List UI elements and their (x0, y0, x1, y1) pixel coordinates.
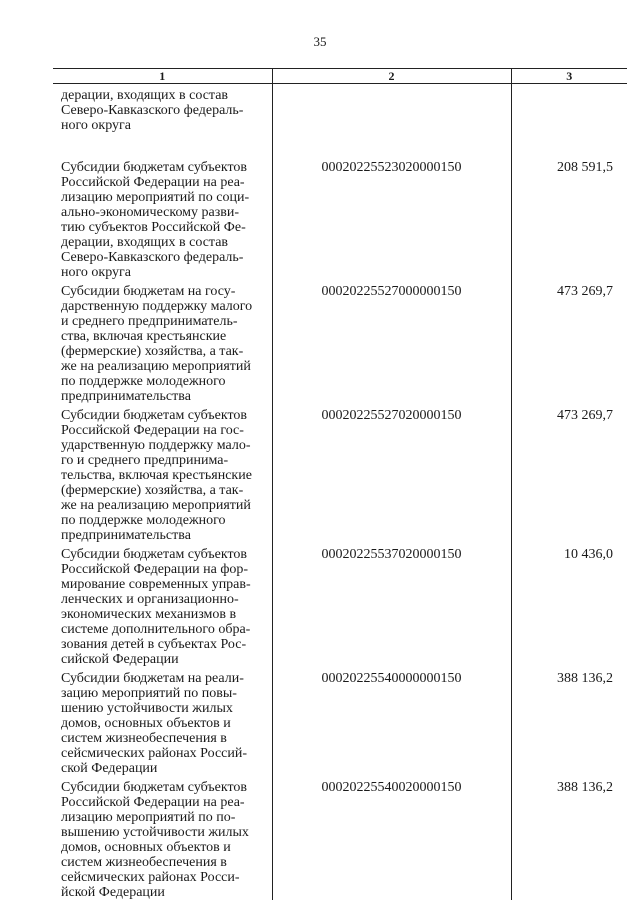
description-line: ударственную поддержку мало- (61, 438, 251, 453)
description-line: Российской Федерации на гос- (61, 423, 244, 438)
row-amount: 388 136,2 (511, 667, 627, 776)
table-row (53, 280, 627, 404)
description-line: дерации, входящих в состав (61, 235, 229, 250)
description-line: шению устойчивости жилых (61, 701, 233, 716)
table-row (53, 404, 627, 543)
description-line: Субсидии бюджетам на госу- (61, 284, 236, 299)
description-line: дерации, входящих в состав (61, 88, 229, 103)
table-body (53, 84, 627, 901)
description-line: домов, основных объектов и (61, 840, 231, 855)
description-line: тию субъектов Российской Фе- (61, 220, 246, 235)
description-line: экономических механизмов в (61, 607, 237, 622)
description-line: по поддержке молодежного (61, 374, 226, 389)
description-line: ленческих и организационно- (61, 592, 239, 607)
table-row (53, 84, 627, 157)
table-row (53, 543, 627, 667)
description-line: ного округа (61, 265, 131, 280)
description-line: сейсмических районах Росси- (61, 870, 240, 885)
description-line: и среднего предприниматель- (61, 314, 238, 329)
description-line: зования детей в субъектах Рос- (61, 637, 247, 652)
description-line: го и среднего предпринима- (61, 453, 229, 468)
row-code (272, 84, 511, 157)
description-line: зацию мероприятий по повы- (61, 686, 237, 701)
table-row (53, 776, 627, 900)
description-line: йской Федерации (61, 885, 165, 900)
description-line: Северо-Кавказского федераль- (61, 103, 244, 118)
description-line: Российской Федерации на реа- (61, 795, 245, 810)
column-header-2: 2 (272, 69, 511, 84)
description-line: предпринимательства (61, 528, 191, 543)
description-line: Российской Федерации на реа- (61, 175, 245, 190)
row-amount: 10 436,0 (511, 543, 627, 667)
description-line: тельства, включая крестьянские (61, 468, 252, 483)
description-line: же на реализацию мероприятий (61, 498, 251, 513)
description-line: (фермерские) хозяйства, а так- (61, 483, 244, 498)
description-line: вышению устойчивости жилых (61, 825, 249, 840)
row-amount: 208 591,5 (511, 156, 627, 280)
description-line: лизацию мероприятий по по- (61, 810, 236, 825)
table-row (53, 667, 627, 776)
row-code: 00020225540000000150 (272, 667, 511, 776)
row-code: 00020225527000000150 (272, 280, 511, 404)
row-description (53, 156, 272, 280)
description-line: мирование современных управ- (61, 577, 251, 592)
row-description (53, 667, 272, 776)
description-line: Субсидии бюджетам на реали- (61, 671, 244, 686)
row-description (53, 280, 272, 404)
budget-table (53, 68, 627, 900)
row-amount (511, 84, 627, 157)
description-line: ного округа (61, 118, 131, 133)
description-line: систем жизнеобеспечения в (61, 731, 227, 746)
description-line: системе дополнительного обра- (61, 622, 251, 637)
description-line: предпринимательства (61, 389, 191, 404)
row-description (53, 776, 272, 900)
table-header-row (53, 69, 627, 84)
row-description (53, 84, 272, 157)
description-line: (фермерские) хозяйства, а так- (61, 344, 244, 359)
row-description (53, 404, 272, 543)
description-line: ства, включая крестьянские (61, 329, 227, 344)
page-number: 35 (313, 34, 327, 49)
description-line: Субсидии бюджетам субъектов (61, 408, 248, 423)
description-line: Субсидии бюджетам субъектов (61, 160, 248, 175)
row-description (53, 543, 272, 667)
row-amount: 388 136,2 (511, 776, 627, 900)
description-line: сийской Федерации (61, 652, 179, 667)
description-line: по поддержке молодежного (61, 513, 226, 528)
row-amount: 473 269,7 (511, 280, 627, 404)
row-amount: 473 269,7 (511, 404, 627, 543)
description-line: сейсмических районах Россий- (61, 746, 248, 761)
description-line: ской Федерации (61, 761, 158, 776)
description-line: систем жизнеобеспечения в (61, 855, 227, 870)
description-line: домов, основных объектов и (61, 716, 231, 731)
column-header-3: 3 (511, 69, 627, 84)
description-line: Субсидии бюджетам субъектов (61, 547, 248, 562)
table-row (53, 156, 627, 280)
description-line: Северо-Кавказского федераль- (61, 250, 244, 265)
description-line: ально-экономическому разви- (61, 205, 240, 220)
description-line: лизацию мероприятий по соци- (61, 190, 250, 205)
description-line: Российской Федерации на фор- (61, 562, 249, 577)
description-line: дарственную поддержку малого (61, 299, 253, 314)
row-code: 00020225537020000150 (272, 543, 511, 667)
row-code: 00020225523020000150 (272, 156, 511, 280)
row-code: 00020225540020000150 (272, 776, 511, 900)
description-line: Субсидии бюджетам субъектов (61, 780, 248, 795)
column-header-1: 1 (53, 69, 272, 84)
description-line: же на реализацию мероприятий (61, 359, 251, 374)
row-code: 00020225527020000150 (272, 404, 511, 543)
